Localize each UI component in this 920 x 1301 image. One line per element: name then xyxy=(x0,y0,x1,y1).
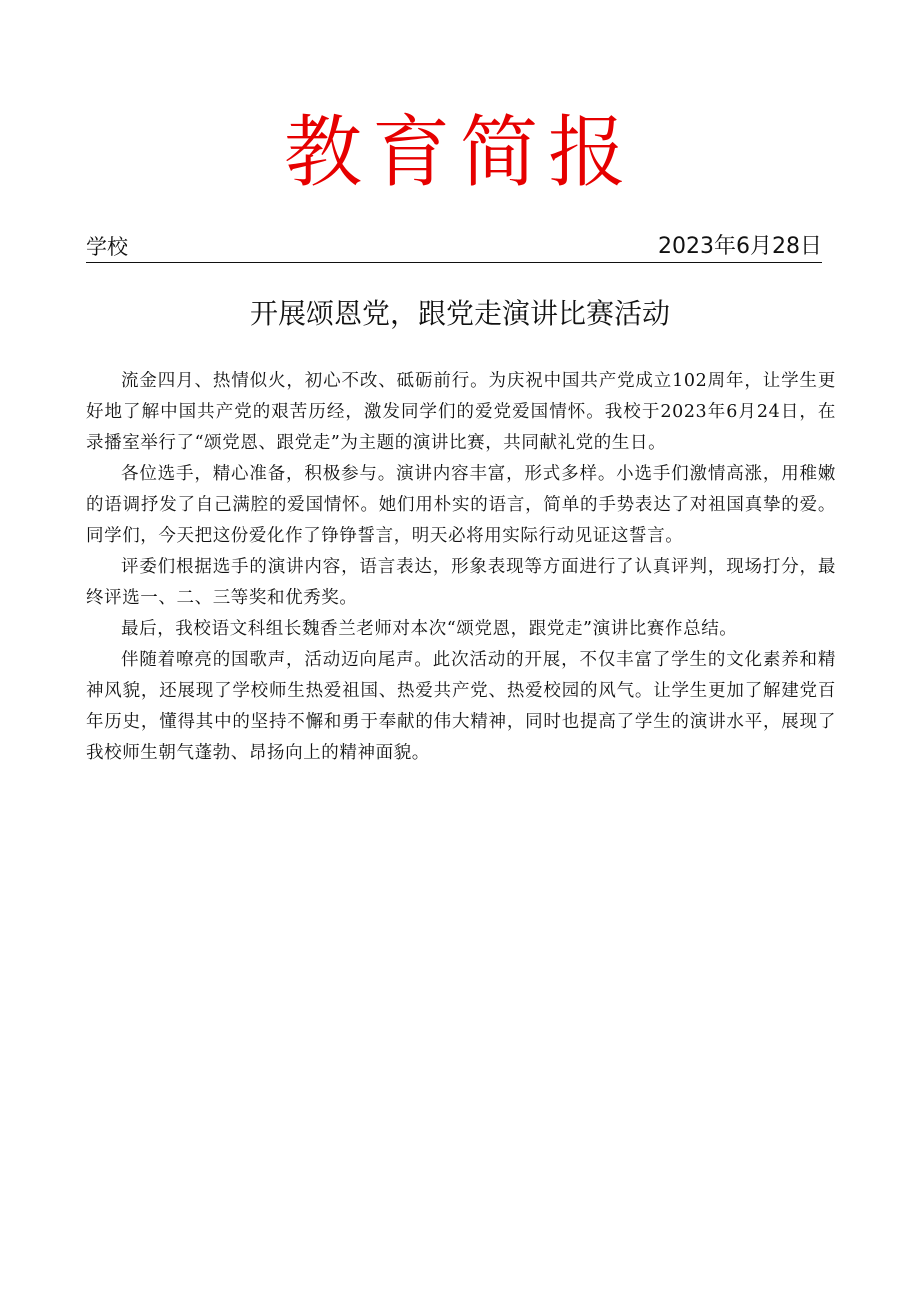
paragraph: 最后，我校语文科组长魏香兰老师对本次“颂党恩，跟党走”演讲比赛作总结。 xyxy=(121,619,738,639)
paragraph: 流金四月、热情似火，初心不改、砥砺前行。为庆祝中国共产党成立102周年，让学生更好地了解中国共产党的艰苦历经，激发同学们的爱党爱国情怀。我校于2023年6月24日，在录播室举行了“颂党恩、跟党走”为主题的演讲比赛，共同献礼党的生日。 xyxy=(86,371,836,453)
info-line xyxy=(86,232,822,263)
article-headline: 开展颂恩党，跟党走演讲比赛活动 xyxy=(249,297,670,330)
paragraph: 各位选手，精心准备，积极参与。演讲内容丰富，形式多样。小选手们激情高涨，用稚嫩的语调抒发了自己满腔的爱国情怀。她们用朴实的语言，简单的手势表达了对祖国真挚的爱。同学们，今天把这份爱化作了铮铮誓言，明天必将用实际行动见证这誓言。 xyxy=(86,464,836,546)
issue-date: 2023年6月28日 xyxy=(658,234,822,259)
masthead-title: 教育简报 xyxy=(283,108,636,198)
paragraph: 伴随着嘹亮的国歌声，活动迈向尾声。此次活动的开展，不仅丰富了学生的文化素养和精神风貌，还展现了学校师生热爱祖国、热爱共产党、热爱校园的风气。让学生更加了解建党百年历史，懂得其中的坚持不懈和勇于奉献的伟大精神，同时也提高了学生的演讲水平，展现了我校师生朝气蓬勃、昂扬向上的精神面貌。 xyxy=(86,650,836,763)
paragraph: 评委们根据选手的演讲内容，语言表达，形象表现等方面进行了认真评判，现场打分，最终评选一、二、三等奖和优秀奖。 xyxy=(86,557,836,608)
article-body xyxy=(86,366,836,769)
school-label: 学校 xyxy=(86,235,128,259)
